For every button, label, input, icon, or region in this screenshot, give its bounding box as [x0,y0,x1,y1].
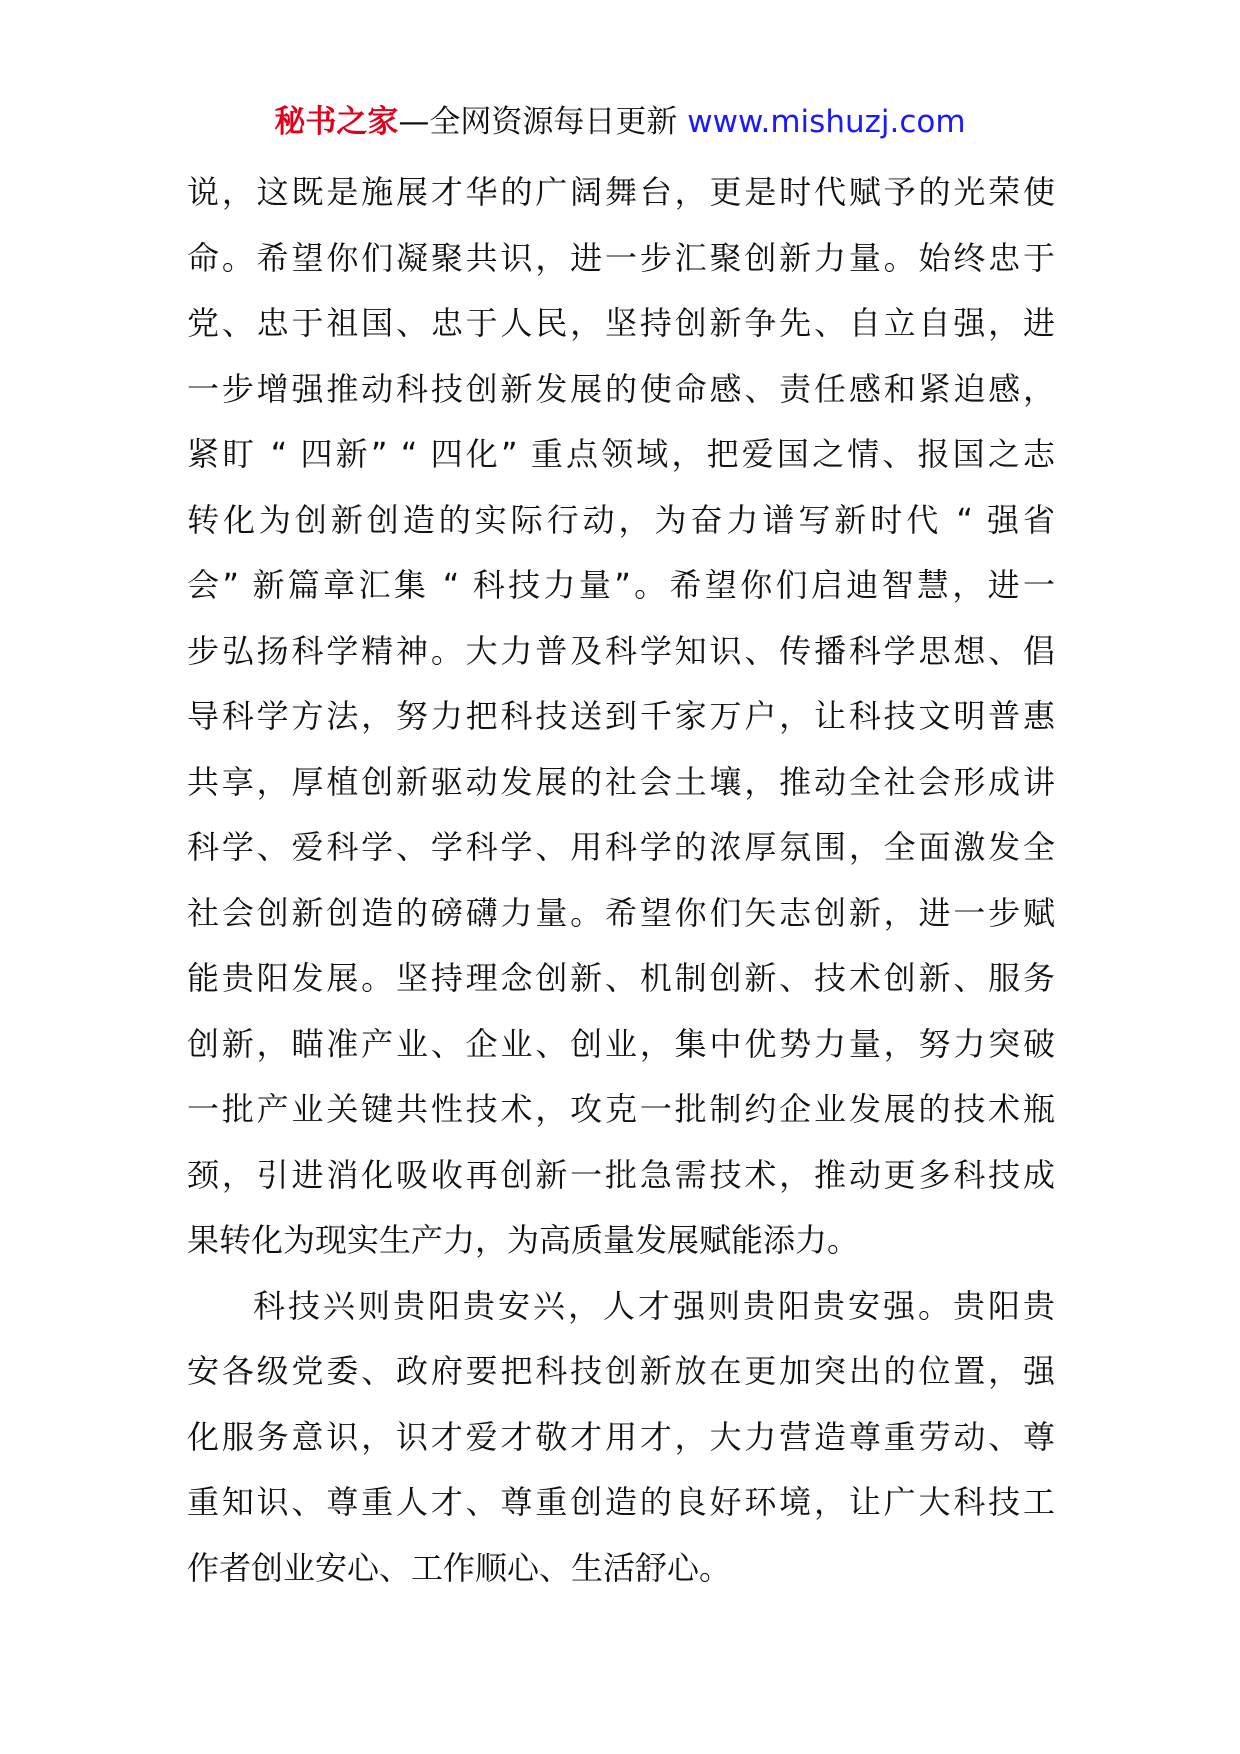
text-line: 科学、爱科学、学科学、用科学的浓厚氛围，全面激发全 [187,828,1055,866]
text-line: 社会创新创造的磅礴力量。希望你们矢志创新，进一步赋 [187,893,1055,932]
site-url-link[interactable]: www.mishuzj.com [687,104,966,140]
text-line: 安各级党委、政府要把科技创新放在更加突出的位置，强 [187,1352,1055,1390]
text-line: 颈，引进消化吸收再创新一批急需技术，推动更多科技成 [187,1155,1055,1194]
text-line: 重知识、尊重人才、尊重创造的良好环境，让广大科技工 [187,1483,1055,1521]
text-line: 步弘扬科学精神。大力普及科学知识、传播科学思想、倡 [187,631,1055,670]
text-line: 共享，厚植创新驱动发展的社会土壤，推动全社会形成讲 [187,762,1055,801]
document-body [187,160,1055,1601]
text-line: 一步增强推动科技创新发展的使命感、责任感和紧迫感， [187,369,1055,408]
text-line: 说，这既是施展才华的广阔舞台，更是时代赋予的光荣使 [187,173,1055,211]
paragraph-end-line: 作者创业安心、工作顺心、生活舒心。 [187,1548,732,1587]
page-header [0,100,1240,144]
brand-name: 秘书之家 [274,104,399,140]
header-tagline: —全网资源每日更新 [398,104,678,140]
text-line: 化服务意识，识才爱才敬才用才，大力营造尊重劳动、尊 [187,1417,1055,1456]
text-line: 创新，瞄准产业、企业、创业，集中优势力量，努力突破 [187,1024,1055,1063]
text-line: 导科学方法，努力把科技送到千家万户，让科技文明普惠 [187,697,1055,735]
paragraph-start-line: 科技兴则贵阳贵安兴，人才强则贵阳贵安强。贵阳贵 [253,1286,1055,1325]
text-line: 会” 新篇章汇集 “ 科技力量”。希望你们启迪智慧，进一 [187,566,1055,604]
text-line: 一批产业关键共性技术，攻克一批制约企业发展的技术瓶 [187,1090,1055,1128]
text-line: 命。希望你们凝聚共识，进一步汇聚创新力量。始终忠于 [187,238,1055,277]
text-line: 紧盯 “ 四新” “ 四化” 重点领域，把爱国之情、报国之志 [187,435,1055,473]
text-line: 党、忠于祖国、忠于人民，坚持创新争先、自立自强，进 [187,304,1055,342]
paragraph-end-line: 果转化为现实生产力，为高质量发展赋能添力。 [187,1221,860,1259]
text-line: 能贵阳发展。坚持理念创新、机制创新、技术创新、服务 [187,959,1055,997]
text-line: 转化为创新创造的实际行动，为奋力谱写新时代 “ 强省 [187,500,1055,539]
